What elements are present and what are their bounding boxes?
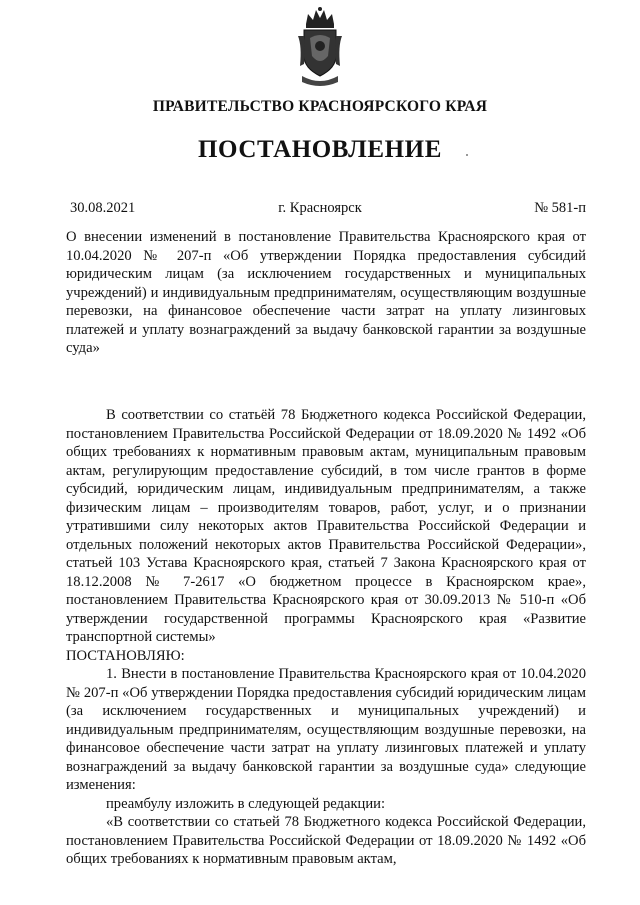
quoted-preamble-paragraph: «В соответствии со статьей 78 Бюджетного кодекса Российской Федерации, постановлением Правительства Российской Федерации от 18.09.2020 № 1492 «Об общих требованиях к нормативным правовым актам,	[66, 814, 586, 867]
instruction-paragraph: преамбулу изложить в следующей редакции:	[106, 795, 386, 812]
document-number: № 581-п	[534, 200, 586, 216]
preamble-paragraph: В соответствии со статьёй 78 Бюджетного кодекса Российской Федерации, постановлением Правительства Российской Федерации от 18.09.2020 № 1492 «Об общих требованиях к нормативным правовым актам, муниципальным правовым актам, регулирующим предоставление субсидий, в том числе грантов в форме субсидий, юридическим лицам, индивидуальным предпринимателям, а также физическим лицам – производителям товаров, работ, услуг, и о признании утратившими силу некоторых актов Правительства Российской Федерации и отдельных положений некоторых актов Правительства Российской Федерации», статьей 103 Устава Красноярского края, статьей 7 Закона Красноярского края от 18.12.2008 № 7-2617 «О бюджетном процессе в Красноярском крае», постановлением Правительства Красноярского края от 30.09.2013 № 510-п «Об утверждении государственной программы Красноярского края «Развитие транспортной системы»	[66, 407, 586, 645]
subject-text: О внесении изменений в постановление Правительства Красноярского края от 10.04.2020 № 207-п «Об утверждении Порядка предоставления субсидий юридическим лицам (за исключением государственных и муниципальных учреждений) и индивидуальным предпринимателям, осуществляющим воздушные перевозки, на финансовое обеспечение части затрат на уплату лизинговых платежей и уплату вознаграждений за выдачу банковской гарантии за воздушные суда»	[66, 229, 586, 356]
document-subject	[66, 228, 586, 358]
document-city: г. Красноярск	[278, 200, 362, 216]
coat-of-arms-emblem	[296, 6, 344, 90]
document-date: 30.08.2021	[70, 200, 136, 216]
document-type-title: ПОСТАНОВЛЕНИЕ	[197, 136, 443, 163]
document-body	[66, 406, 586, 869]
item-1-paragraph: 1. Внести в постановление Правительства Красноярского края от 10.04.2020 № 207-п «Об утверждении Порядка предоставления субсидий юридическим лицам (за исключением государственных и муниципальных учреждений) и индивидуальным предпринимателям, осуществляющим воздушные перевозки, на финансовое обеспечение части затрат на уплату лизинговых платежей и уплату вознаграждений за выдачу банковской гарантии за воздушные суда» следующие изменения:	[66, 666, 586, 793]
decree-word: ПОСТАНОВЛЯЮ:	[66, 647, 185, 664]
scan-speck	[466, 154, 468, 156]
government-name: ПРАВИТЕЛЬСТВО КРАСНОЯРСКОГО КРАЯ	[152, 98, 488, 115]
